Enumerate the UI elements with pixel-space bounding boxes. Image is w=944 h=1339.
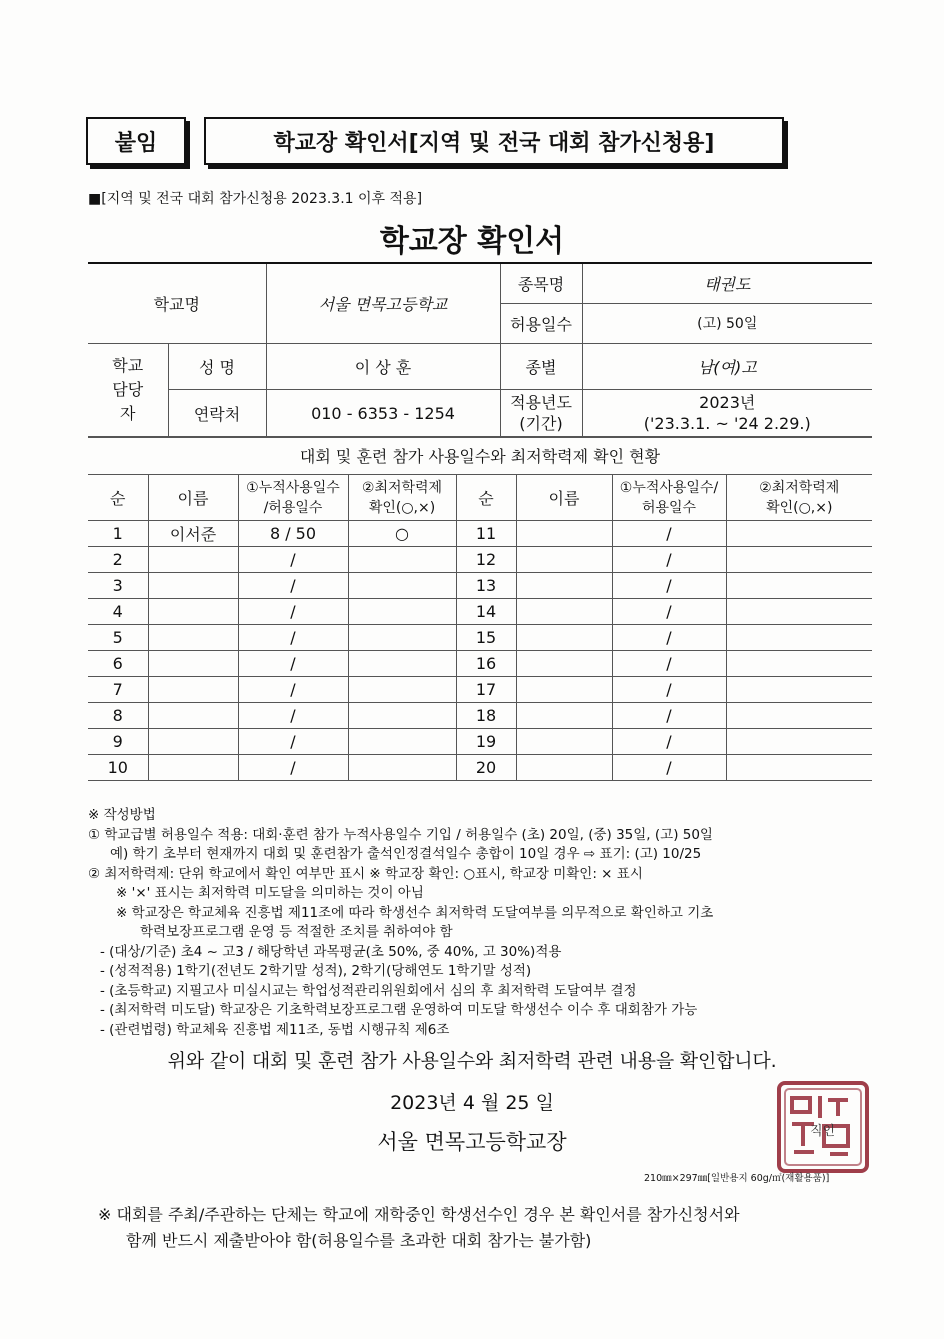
row-name [516,755,612,781]
col-name-right: 이름 [516,475,612,521]
row-days: 8 / 50 [238,521,348,547]
sport-label: 종목명 [500,263,582,303]
row-no: 17 [456,677,516,703]
note-line: 학력보장프로그램 운영 등 적절한 조치를 취하여야 함 [140,924,453,940]
note-line: - (성적적용) 1학기(전년도 2학기말 성적), 2학기(당해연도 1학기말 성적) [100,963,532,979]
col-days-left [238,475,348,521]
row-check [726,599,872,625]
row-check [348,755,456,781]
table-row [88,547,872,573]
row-days: / [612,547,726,573]
col-check-right [726,475,872,521]
row-check [726,521,872,547]
col-name-left: 이름 [148,475,238,521]
row-check [726,677,872,703]
row-name [516,521,612,547]
row-name [148,703,238,729]
col-check-left [348,475,456,521]
row-name [516,703,612,729]
col-no-right: 순 [456,475,516,521]
row-days: / [612,677,726,703]
row-days: / [238,755,348,781]
table-row [88,729,872,755]
footer-note-line-1: ※ 대회를 주최/주관하는 단체는 학교에 재학중인 학생선수인 경우 본 확인서를 참가신청서와 [98,1205,740,1224]
attachment-tag [86,117,186,165]
status-table [88,436,872,781]
row-name [148,573,238,599]
row-no: 16 [456,651,516,677]
row-days: / [612,755,726,781]
col-days-right [612,475,726,521]
contact-value: 010 - 6353 - 1254 [266,389,500,437]
row-no: 1 [88,521,148,547]
table-row [88,625,872,651]
row-days: / [612,599,726,625]
row-name [148,677,238,703]
row-name: 이서준 [148,521,238,547]
row-check [348,599,456,625]
row-days: / [612,625,726,651]
row-check [348,573,456,599]
row-name [148,625,238,651]
info-table [88,262,872,438]
official-seal [776,1080,870,1174]
row-days: / [238,703,348,729]
note-line: ① 학교급별 허용일수 적용: 대회·훈련 참가 누적사용일수 기입 / 허용일수 (초) 20일, (중) 35일, (고) 50일 [88,826,713,843]
table-row [88,703,872,729]
seal-label: 직인 [810,1124,836,1139]
confirmation-text: 위와 같이 대회 및 훈련 참가 사용일수와 최저학력 관련 내용을 확인합니다. [167,1050,777,1072]
note-line: - (관련법령) 학교체육 진흥법 제11조, 동법 시행규칙 제6조 [100,1021,450,1038]
school-label: 학교명 [88,263,266,343]
writing-guide [88,806,888,1040]
gender-label: 종별 [500,343,582,389]
table-row [88,521,872,547]
row-check [726,703,872,729]
row-name [516,573,612,599]
applicability-note: ■[지역 및 전국 대회 참가신청용 2023.3.1 이후 적용] [88,191,423,207]
note-line: ② 최저학력제: 단위 학교에서 확인 여부만 표시 ※ 학교장 확인: ○표시, 학교장 미확인: × 표시 [88,865,643,882]
row-name [148,547,238,573]
contact-label: 연락처 [168,389,266,437]
table-row [88,755,872,781]
year-label-2: (기간) [519,414,563,433]
col-days-left-2: /허용일수 [263,499,323,516]
row-check: ○ [348,521,456,547]
note-line: ※ 학교장은 학교체육 진흥법 제11조에 따라 학생선수 최저학력 도달여부를 의무적으로 확인하고 기초 [116,904,714,921]
row-check [726,755,872,781]
principal-name: 서울 면목고등학교장 [377,1130,567,1154]
row-no: 8 [88,703,148,729]
row-days: / [612,521,726,547]
row-days: / [238,573,348,599]
col-check-right-1: ②최저학력제 [759,479,840,496]
col-no-left: 순 [88,475,148,521]
sport-value: 태권도 [582,263,872,303]
confirmation-date: 2023년 4 월 25 일 [390,1092,554,1114]
attachment-tag-label: 붙임 [114,130,158,156]
row-name [516,547,612,573]
row-days: / [612,651,726,677]
row-days: / [238,729,348,755]
note-line: ※ 작성방법 [88,807,156,823]
row-name [516,677,612,703]
row-no: 5 [88,625,148,651]
row-no: 3 [88,573,148,599]
manager-label-text: 학교 담당자 [112,356,144,423]
row-check [726,729,872,755]
row-name [148,755,238,781]
footer-note [98,1202,740,1254]
year-label-1: 적용년도 [510,393,572,412]
name-label: 성 명 [168,343,266,389]
table-row [88,651,872,677]
row-no: 9 [88,729,148,755]
row-name [516,599,612,625]
note-line: 예) 학기 초부터 현재까지 대회 및 훈련참가 출석인정결석일수 총합이 10일 경우 ⇨ 표기: (고) 10/25 [110,846,702,862]
row-no: 2 [88,547,148,573]
school-value: 서울 면목고등학교 [266,263,500,343]
allowed-days-value: (고) 50일 [582,303,872,343]
row-days: / [238,677,348,703]
footer-note-line-2: 함께 반드시 제출받아야 함(허용일수를 초과한 대회 참가는 불가함) [126,1231,592,1250]
row-name [148,729,238,755]
note-line: - (대상/기준) 초4 ~ 고3 / 해당학년 과목평균(초 50%, 중 40%, 고 30%)적용 [100,943,562,960]
row-days: / [612,573,726,599]
col-days-right-2: 허용일수 [641,499,697,516]
note-line: - (최저학력 미도달) 학교장은 기초학력보장프로그램 운영하여 미도달 학생선수 이수 후 대회참가 가능 [100,1002,698,1018]
row-no: 13 [456,573,516,599]
row-check [348,677,456,703]
note-line: - (초등학교) 지필고사 미실시교는 학업성적관리위원회에서 심의 후 최저학력 도달여부 결정 [100,982,637,999]
row-check [726,651,872,677]
manager-label [88,343,168,437]
row-name [148,651,238,677]
row-check [348,703,456,729]
paper-size: 210㎜×297㎜[일반용지 60g/㎡(재활용품)] [644,1173,830,1184]
col-days-right-1: ①누적사용일수/ [619,479,719,496]
col-check-left-1: ②최저학력제 [361,479,443,496]
table-row [88,677,872,703]
col-days-left-1: ①누적사용일수 [246,479,340,496]
row-check [726,573,872,599]
row-days: / [238,625,348,651]
row-check [348,625,456,651]
allowed-days-label: 허용일수 [500,303,582,343]
header-title: 학교장 확인서[지역 및 전국 대회 참가신청용] [273,130,715,156]
header-title-box [204,117,784,165]
row-no: 10 [88,755,148,781]
row-check [726,547,872,573]
row-no: 14 [456,599,516,625]
row-no: 4 [88,599,148,625]
row-days: / [238,599,348,625]
row-days: / [238,547,348,573]
status-rows [88,521,872,781]
col-check-right-2: 확인(○,×) [766,499,833,516]
row-no: 6 [88,651,148,677]
year-label [500,389,582,437]
gender-value: 남(여)고 [582,343,872,389]
row-days: / [612,729,726,755]
row-days: / [238,651,348,677]
year-value-1: 2023년 [699,393,756,412]
row-check [348,547,456,573]
row-no: 18 [456,703,516,729]
year-value [582,389,872,437]
row-no: 12 [456,547,516,573]
row-no: 20 [456,755,516,781]
row-days: / [612,703,726,729]
col-check-left-2: 확인(○,×) [368,499,436,516]
row-name [516,651,612,677]
row-check [348,729,456,755]
row-name [148,599,238,625]
row-no: 19 [456,729,516,755]
row-check [726,625,872,651]
row-name [516,625,612,651]
document-title: 학교장 확인서 [379,224,565,259]
table-row [88,573,872,599]
row-check [348,651,456,677]
status-title: 대회 및 훈련 참가 사용일수와 최저학력제 확인 현황 [88,437,872,475]
note-line: ※ '×' 표시는 최저학력 미도달을 의미하는 것이 아님 [116,885,424,901]
row-name [516,729,612,755]
row-no: 11 [456,521,516,547]
row-no: 15 [456,625,516,651]
row-no: 7 [88,677,148,703]
table-row [88,599,872,625]
name-value: 이 상 훈 [266,343,500,389]
year-value-2: ('23.3.1. ~ '24 2.29.) [643,414,811,433]
